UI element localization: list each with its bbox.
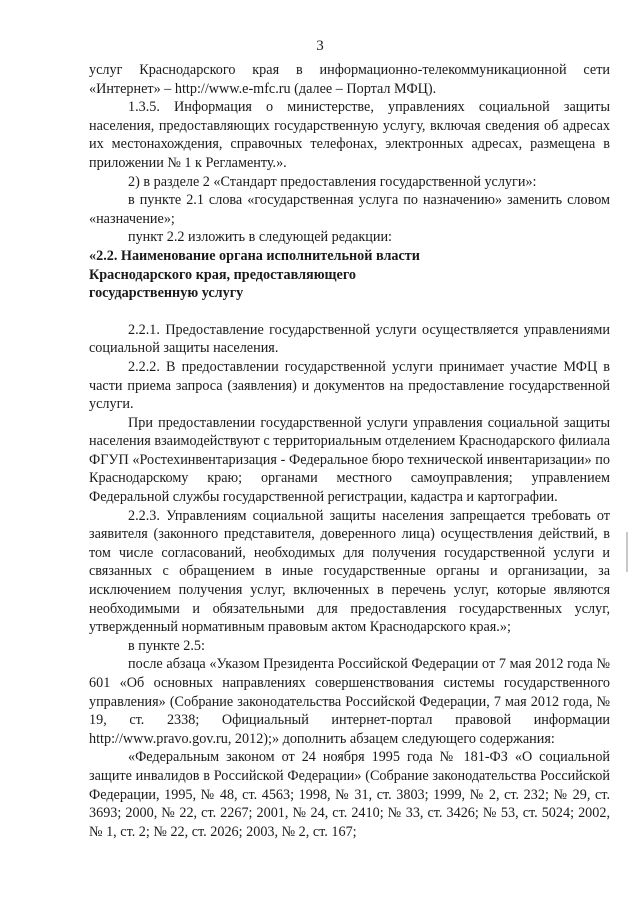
paragraph-2-2-3: 2.2.3. Управлениям социальной защиты населения запрещается требовать от заявителя (законного представителя, доверенного лица) осуществления действий, в том числе согласований, необходимых для получения государственной услуги и связанных с обращением в иные государственные органы и организации, за исключением получения услуг, включенных в перечень услуг, которые являются необходимыми и обязательными для предоставления государственных услуг, утвержденный нормативным правовым актом Краснодарского края.»; [89, 507, 610, 636]
page-number: 3 [316, 38, 324, 54]
paragraph-point-2-2-intro: пункт 2.2 изложить в следующей редакции: [128, 229, 392, 246]
paragraph-1: услуг Краснодарского края в информационно-телекоммуникационной сети «Интернет» – http://www.e-mfc.ru (далее – Портал МФЦ). [89, 62, 610, 97]
paragraph-section-2: 2) в разделе 2 «Стандарт предоставления государственной услуги»: [128, 173, 537, 190]
section-heading [89, 247, 610, 303]
document-body [89, 61, 610, 841]
heading-line-3: государственную услугу [89, 285, 244, 302]
paragraph-1-3-5: 1.3.5. Информация о министерстве, управлениях социальной защиты населения, предоставляющих государственную услугу, включая сведения об адресах их местонахождения, справочных телефонах, электронных адресах, размещена в приложении № 1 к Регламенту.». [89, 99, 610, 171]
paragraph-interaction: При предоставлении государственной услуги управления социальной защиты населения взаимодействуют с территориальным отделением Краснодарского филиала ФГУП «Ростехинвентаризация - Федеральное бюро технической инвентаризации» по Краснодарскому краю; органами местного самоуправления; управлением Федеральной службы государственной регистрации, кадастра и картографии. [89, 414, 610, 506]
paragraph-federal-law: «Федеральным законом от 24 ноября 1995 года № 181-ФЗ «О социальной защите инвалидов в Российской Федерации» (Собрание законодательства Российской Федерации, 1995, № 48, ст. 4563; 1998, № 31, ст. 3803; 1999, № 2, ст. 232; № 29, ст. 3693; 2000, № 22, ст. 2267; 2001, № 24, ст. 2410; № 33, ст. 3426; № 53, ст. 5024; 2002, № 1, ст. 2; № 22, ст. 2026; 2003, № 2, ст. 167; [89, 749, 610, 840]
scan-artifact [626, 532, 628, 572]
paragraph-point-2-5: в пункте 2.5: [128, 637, 205, 654]
paragraph-point-2-1: в пункте 2.1 слова «государственная услуга по назначению» заменить словом «назначение»; [89, 192, 610, 227]
heading-spacer [89, 303, 610, 321]
paragraph-after-decree: после абзаца «Указом Президента Российской Федерации от 7 мая 2012 года № 601 «Об основных направлениях совершенствования системы государственного управления» (Собрание законодательства Российской Федерации, 7 мая 2012 года, № 19, ст. 2338; Официальный интернет-портал правовой информации http://www.pravo.gov.ru, 2012);» дополнить абзацем следующего содержания: [89, 656, 610, 747]
heading-line-2: Краснодарского края, предоставляющего [89, 266, 357, 283]
heading-line-1: «2.2. Наименование органа исполнительной власти [89, 247, 420, 264]
paragraph-2-2-2: 2.2.2. В предоставлении государственной услуги принимает участие МФЦ в части приема запроса (заявления) и документов на предоставление государственной услуги. [89, 358, 610, 413]
paragraph-2-2-1: 2.2.1. Предоставление государственной услуги осуществляется управлениями социальной защиты населения. [89, 321, 610, 357]
